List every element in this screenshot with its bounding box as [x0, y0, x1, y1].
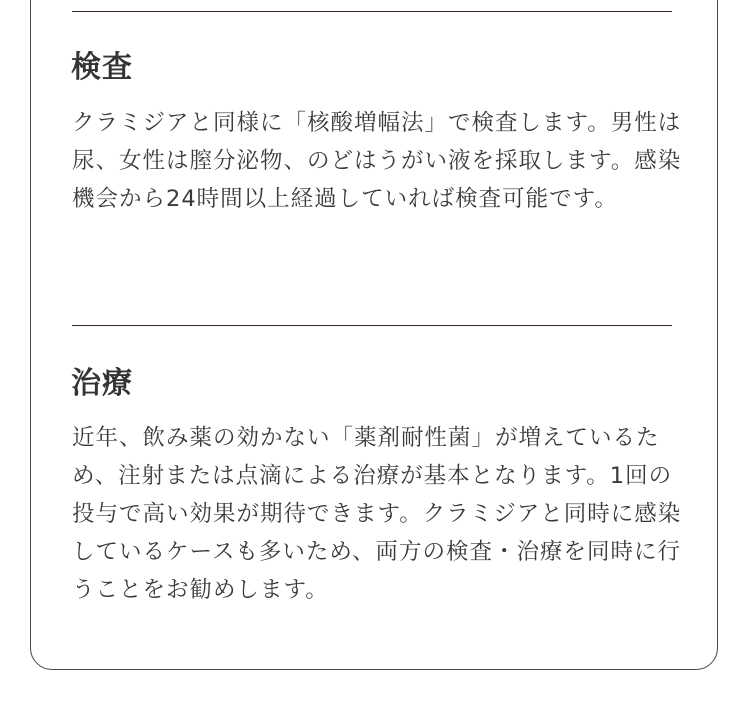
section-title-treatment: 治療 — [71, 366, 133, 401]
section-divider — [72, 11, 672, 12]
section-divider — [72, 325, 672, 326]
section-body-treatment: 近年、飲み薬の効かない「薬剤耐性菌」が増えているため、注射または点滴による治療が基本となります。1回の投与で高い効果が期待できます。クラミジアと同時に感染しているケースも多いため、両方の検査・治療を同時に行うことをお勧めします。 — [72, 425, 682, 603]
section-body-examination: クラミジアと同様に「核酸増幅法」で検査します。男性は尿、女性は膣分泌物、のどはうがい液を採取します。感染機会から24時間以上経過していれば検査可能です。 — [72, 110, 682, 212]
section-title-examination: 検査 — [71, 50, 133, 85]
